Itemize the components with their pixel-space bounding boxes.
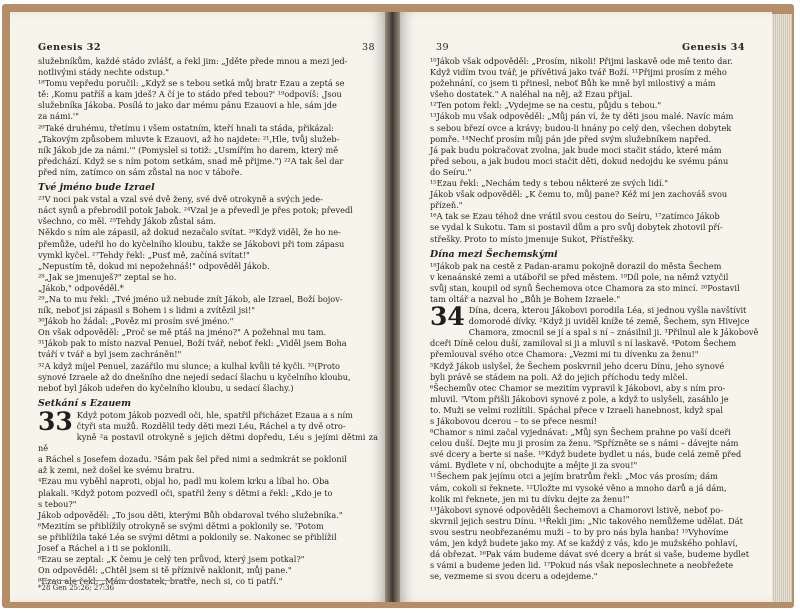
left-running-head: Genesis 32	[38, 42, 101, 53]
text-line: ¹⁸Jákob pak na cestě z Padan-aramu pokojně dorazil do města Šechem	[430, 260, 722, 271]
text-line: přemůže, udeřil ho do kyčelního kloubu, takže se Jákobovi při tom zápasu	[38, 238, 345, 249]
text-line: „Nepustím tě, dokud mi nepožehnáš!" odpověděl Jákob.	[38, 260, 270, 271]
text-line: až k zemi, než došel ke svému bratru.	[38, 465, 195, 476]
text-line: před ním, zatímco on sám zůstal na noc v táboře.	[38, 166, 243, 177]
text-line: Dína, dcera, kterou Jákobovi porodila Léa, si jednou vyšla navštívit	[468, 305, 747, 316]
text-line: neboť byl Jákob udeřen do kyčelního kloubu, u sedací šlachy.)	[38, 382, 294, 393]
text-line: s vámi a budeme jeden lid. ¹⁷Pokud nás však neposlechnete a neobřežete	[430, 560, 734, 571]
section-heading-setkani: Setkání s Ezauem	[38, 397, 132, 409]
section-heading-dina: Dína mezi Šechemskými	[430, 248, 558, 260]
text-line: s tebou?"	[38, 498, 77, 509]
text-line: ⁸Chamor s nimi začal vyjednávat: „Můj syn Šechem prahne po vaší dceři	[430, 427, 731, 438]
text-line: přízeň."	[430, 200, 463, 211]
text-line: On však odpověděl: „Proč se mě ptáš na jméno?" A požehnal mu tam.	[38, 327, 327, 338]
right-body-text	[430, 56, 766, 582]
text-line: čtyři sta mužů. Rozdělil tedy děti mezi Léu, Ráchel a ty dvě otro-	[76, 421, 346, 431]
text-line: svůj stan, koupil od synů Šechemova otce Chamora za sto mincí. ²⁰Postavil	[430, 282, 740, 293]
text-line: ¹¹Šechem pak jejímu otci a jejím bratrům řekl: „Moc vás prosím; dám	[430, 471, 718, 482]
text-line: synové Izraele až do dnešního dne nejedí sedací šlachu u kyčelního kloubu,	[38, 371, 351, 382]
text-line: to. Muži se velmi rozlítili. Spáchal přece v Izraeli hanebnost, když spal	[430, 404, 724, 415]
text-line: ²³V noci pak vstal a vzal své dvě ženy, své dvě otrokyně a svých jede-	[38, 194, 323, 205]
text-line: přemlouval svého otce Chamora: „Vezmi mi tu dívenku za ženu!"	[430, 349, 699, 360]
text-line: služebníkům, každé stádo zvlášť, a řekl jim: „Jděte přede mnou a mezi jed-	[38, 56, 348, 66]
left-body-text	[38, 56, 378, 587]
text-line: plakali. ⁵Když potom pozvedl oči, spatřil ženy s dětmi a řekl: „Kdo je to	[38, 487, 333, 498]
text-line: ¹⁶A tak se Ezau téhož dne vrátil svou cestou do Seíru, ¹⁷zatímco Jákob	[430, 211, 720, 222]
text-line: vám, cokoli si řeknete. ¹²Uložte mi vysoké věno a mnoho darů a já dám,	[430, 482, 727, 493]
footnote: *28 Gen 25:26; 27:36	[38, 580, 188, 592]
right-page-number: 39	[436, 42, 450, 53]
text-line: ¹³Jákobovi synové odpověděli Šechemovi a Chamorovi lstivě, neboť po-	[430, 504, 723, 515]
text-line: všeho dostatek." A naléhal na něj, až Ezau přijal.	[430, 89, 633, 100]
text-line: Jákob však odpověděl: „K čemu to, můj pane? Kéž mi jen zachováš svou	[430, 189, 728, 200]
text-line: ²⁰Také druhému, třetímu i všem ostatním, kteří hnali ta stáda, přikázal:	[38, 122, 334, 133]
text-line: ³⁰Jákob ho žádal: „Pověz mi prosím své jméno."	[38, 316, 234, 327]
text-line: vám, jen když budete jako my. Ať se každý z vás, kdo je mužského pohlaví,	[430, 538, 738, 549]
text-line: s Jákobovou dcerou – to se přece nesmí!	[430, 416, 598, 426]
text-line: ⁹Ezau ale řekl: „Mám dostatek, bratře, nech si, co ti patří."	[38, 576, 283, 587]
text-line: střešky. Proto to místo jmenuje Sukot, Přístřešky.	[430, 233, 635, 244]
right-running-head: Genesis 34	[682, 42, 745, 53]
text-line: ¹²Ten potom řekl: „Vydejme se na cestu, půjdu s tebou."	[430, 100, 662, 111]
text-line: ník, neboť jsi zápasil s Bohem i s lidmi a zvítězil jsi!"	[38, 305, 256, 316]
left-page-number: 38	[362, 42, 376, 53]
text-line: všechno, co měl. ²⁵Tehdy Jákob zůstal sám.	[38, 216, 216, 227]
text-line: vámi. Bydlete v ní, obchodujte a mějte ji za svou!"	[430, 460, 638, 471]
text-line: ¹⁰Jákob však odpověděl: „Prosím, nikoli! Přijmi laskavě ode mě tento dar.	[430, 56, 733, 66]
text-line: Jákob odpověděl: „To jsou děti, kterými Bůh obdaroval tvého služebníka."	[38, 509, 343, 520]
text-line: tě: ‚Komu patříš a kam jdeš? A čí je to stádo před tebou?' ¹⁹odpovíš: ‚Jsou	[38, 89, 342, 100]
text-line: v kenaánské zemi a utábořil se před městem. ¹⁹Díl pole, na němž vztyčil	[430, 271, 729, 282]
page-edges	[772, 14, 792, 602]
text-line: své dcery a berte si naše. ¹⁰Když budete bydlet u nás, bude celá země před	[430, 449, 742, 460]
text-line: pomře. ¹⁴Nechť prosím můj pán jde před svým služebníkem napřed.	[430, 133, 712, 144]
text-line: celou duší. Dejte mu ji prosím za ženu. ⁹Spřízněte se s námi – dávejte nám	[430, 438, 739, 449]
right-page	[400, 12, 772, 602]
text-line: do Seíru."	[430, 166, 472, 177]
text-line: On odpověděl: „Chtěl jsem si tě příznivě naklonit, můj pane."	[38, 565, 292, 576]
text-line: notlivými stády nechte odstup."	[38, 67, 170, 78]
text-line: Já pak budu pokračovat zvolna, jak bude moci stačit stádo, které mám	[430, 144, 722, 155]
text-line: kolik mi řeknete, jen mi tu dívku dejte za ženu!"	[430, 493, 630, 504]
text-line: Chamora, zmocnil se jí a spal s ní – znásilnil ji. ³Přilnul ale k Jákobově	[468, 327, 759, 338]
text-line: Josef a Ráchel a i ti se poklonili.	[38, 543, 171, 554]
text-line: ²⁸„Jak se jmenuješ?" zeptal se ho.	[38, 271, 177, 282]
text-line: vymkl kyčel. ²⁷Tehdy řekl: „Pusť mě, začíná svítat!"	[38, 249, 250, 260]
text-line: ⁵Když Jákob uslyšel, že Šechem poskvrnil jeho dceru Dínu, jeho synové	[430, 360, 725, 371]
text-line: kyně ²a postavil otrokyně s jejich dětmi dopředu, Léu s jejími dětmi za ně	[38, 432, 378, 454]
text-line: dceři Díně celou duší, zamiloval si ji a mluvil s ní laskavě. ⁴Potom Šechem	[430, 338, 737, 349]
text-line: s sebou březí ovce a krávy; budou-li hnány po celý den, všechen dobytek	[430, 122, 732, 133]
text-line: ník Jákob jde za námi.'" (Pomyslel si totiž: „Usmířím ho darem, který mě	[38, 144, 339, 155]
book-gutter	[385, 12, 400, 602]
text-line: ⁶Mezitím se přiblížily otrokyně se svými dětmi a poklonily se. ⁷Potom	[38, 520, 324, 531]
text-line: Když vidím tvou tvář, je přívětivá jako tvář Boží. ¹¹Přijmi prosím z mého	[430, 67, 727, 78]
section-heading-izrael: Tvé jméno bude Izrael	[38, 182, 155, 194]
text-line: za námi.'"	[38, 111, 79, 122]
text-line: se, vezmeme si svou dceru a odejdeme."	[430, 571, 598, 582]
chapter-number-33: 33	[38, 406, 73, 436]
text-line: „Jákob," odpověděl.*	[38, 282, 124, 293]
text-line: náct synů a přebrodil potok Jabok. ²⁴Vzal je a převedl je přes potok; převedl	[38, 205, 353, 216]
text-line: domorodé dívky. ²Když ji uviděl kníže té země, Šechem, syn Hivejce	[468, 316, 750, 327]
text-line: tam oltář a nazval ho „Bůh je Bohem Izraele."	[430, 293, 621, 304]
text-line: se přiblížila také Léa se svými dětmi a poklonily se. Nakonec se přiblížil	[38, 531, 337, 542]
text-line: ²⁹„Na to mu řekl: „Tvé jméno už nebude znít Jákob, ale Izrael, Boží bojov-	[38, 293, 343, 304]
text-line: ¹⁸Tomu vepředu poručil: „Když se s tebou setká můj bratr Ezau a zeptá se	[38, 78, 345, 89]
text-line: byli právě se stádem na poli. Až do jejich příchodu tedy mlčel.	[430, 371, 688, 382]
text-line: předchází. Když se s ním potom setkám, snad mě přijme.") ²²A tak šel dar	[38, 155, 344, 166]
text-line: dá obřezat. ¹⁶Pak vám budeme dávat své dcery a brát si vaše, budeme bydlet	[430, 549, 750, 560]
text-line: a Ráchel s Josefem dozadu. ³Sám pak šel před nimi a sedmkrát se poklonil	[38, 454, 347, 465]
text-line: skvrnil jejich sestru Dínu. ¹⁴Řekli jim: „Nic takového nemůžeme udělat. Dát	[430, 515, 743, 526]
text-line: ⁸Ezau se zeptal: „K čemu je celý ten průvod, který jsem potkal?"	[38, 554, 305, 565]
text-line: mluvil. ⁷Vtom přišli Jákobovi synové z pole, a když to uslyšeli, zasáhlo je	[430, 393, 729, 404]
text-line: ³²A když míjel Penuel, zazářilo mu slunce; a kulhal kvůli té kyčli. ³³(Proto	[38, 360, 340, 371]
chapter-number-34: 34	[430, 302, 465, 332]
left-page	[10, 12, 385, 602]
text-line: Někdo s ním ale zápasil, až dokud nezačalo svítat. ²⁶Když viděl, že ho ne-	[38, 227, 341, 238]
text-line: ¹⁵Ezau řekl: „Nechám tedy s tebou některé ze svých lidí."	[430, 178, 668, 189]
text-line: ¹³Jákob mu však odpověděl: „Můj pán ví, že ty děti jsou malé. Navíc mám	[430, 111, 734, 122]
text-line: se vydal k Sukotu. Tam si postavil dům a pro svůj dobytek zhotovil pří-	[430, 222, 723, 233]
text-line: ⁶Šechemův otec Chamor se mezitím vypravil k Jákobovi, aby s ním pro-	[430, 382, 726, 393]
text-line: požehnání, co jsem ti přinesl, neboť Bůh ke mně byl milostivý a mám	[430, 78, 716, 89]
text-line: svou sestru neobřezanému muži – to by pro nás byla hanba! ¹⁵Vyhovíme	[430, 526, 729, 537]
text-line: služebníka Jákoba. Posílá to jako dar mému pánu Ezauovi a hle, sám jde	[38, 100, 337, 111]
text-line: „Takovým způsobem mluvte k Ezauovi, až ho najdete: ²¹‚Hle, tvůj služeb-	[38, 133, 340, 144]
text-line: před sebou, a jak budou moci stačit děti, dokud nedojdu ke svému pánu	[430, 155, 729, 166]
text-line: tváří v tvář a byl jsem zachráněn!"	[38, 349, 182, 360]
text-line: ⁴Ezau mu vyběhl naproti, objal ho, padl mu kolem krku a líbal ho. Oba	[38, 476, 330, 487]
text-line: ³¹Jákob pak to místo nazval Penuel, Boží tvář, neboť řekl: „Viděl jsem Boha	[38, 338, 347, 349]
text-line: Když potom Jákob pozvedl oči, hle, spatřil přicházet Ezaua a s ním	[76, 409, 353, 420]
